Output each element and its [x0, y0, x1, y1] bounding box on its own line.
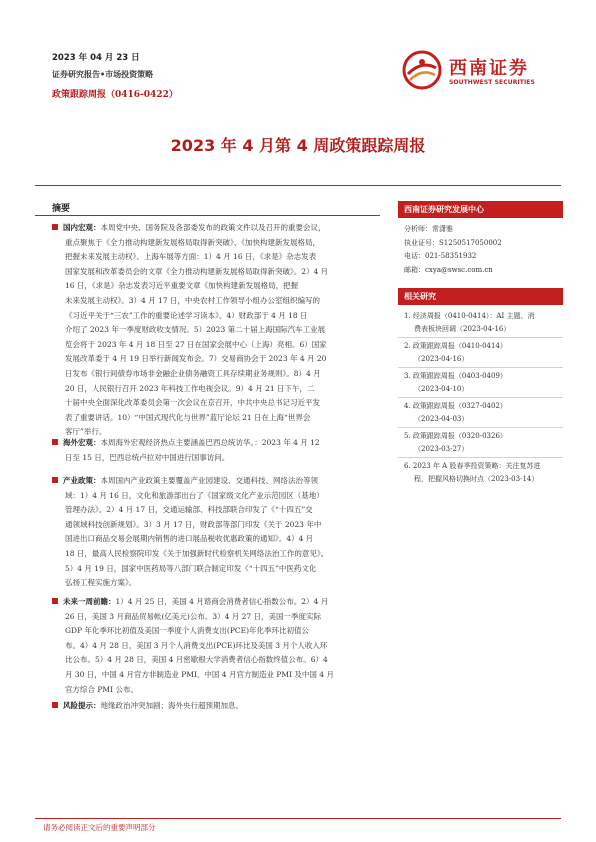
abstract-paragraph-overseas: 海外宏观：本周海外宏观经济热点主要涵盖巴西总统访华。：2023 年 4 月 12 日至 15 日，巴西总统卢拉对中国进行国事访问。	[52, 436, 387, 465]
analyst-license: 执业证号：S1250517050002	[404, 238, 502, 247]
top-divider	[35, 185, 561, 186]
related-item[interactable]: 5. 政策跟踪周报（0320-0326） （2023-03-27）	[404, 432, 507, 453]
abstract-paragraph-domestic: 国内宏观：本周党中央、国务院及各部委发布的政策文件以及召开的重要会议， 重点聚焦于《全力推动构建新发展格局取得新突破》、《加快构建新发展格局， 把握未来发展主动权》、上海车展等方面：1）4 月 16 日，《求是》杂志发表 国家发展和改革委员会的文章《全力推动构建新发展格局取得新突破》。2）4 月 16 日，《求是》杂志发表习近平重要文章《加快构建新发展格局，把握 未来发展主动权》。3）4 月 17 日，中央农村工作领导小组办公室组织编写的 《习近平关于“三农”工作的重要论述学习读本》。4）财政部于 4 月 18 日 介绍了 2023 年一季度财政收支情况。5）2023 第二十届上海国际汽车工业展 览会将于 2023 年 4 月 18 日至 27 日在国家会展中心（上海）亮相。6）国家 发展改革委于 4 月 19 日举行新闻发布会。7）交易商协会于 2023 年 4 月 20 日发布《银行间债券市场非金融企业债务融资工具存续期业务规则》。8）4 月 20 日，人民银行召开 2023 年科技工作电视会议。9）4 月 21 日下午，二 十届中央全面深化改革委员会第一次会议在京召开，中共中央总书记习近平发 表了重要讲话。10）“中国式现代化与世界”蓝厅论坛 21 日在上海“世界会 客厅”举行。	[52, 221, 387, 440]
logo-text-en: SOUTHWEST SECURITIES	[449, 79, 535, 86]
analyst-phone: 电话：021-58351932	[404, 252, 477, 260]
related-research-heading: 相关研究	[398, 288, 563, 305]
bullet-square-icon	[52, 439, 58, 445]
related-divider	[398, 367, 563, 368]
abstract-divider	[35, 215, 380, 216]
bullet-square-icon	[52, 477, 58, 483]
footer-disclaimer: 请务必阅读正文后的重要声明部分	[43, 823, 156, 832]
bullet-square-icon	[52, 702, 58, 708]
related-item[interactable]: 1. 经济周报（0410-0414）：AI 主题、消 费表板块回调（2023-04-16）	[404, 312, 535, 333]
related-divider	[398, 337, 563, 338]
related-item[interactable]: 2. 政策跟踪周报（0410-0414） （2023-04-16）	[404, 342, 507, 363]
analyst-email[interactable]: 邮箱：cxya@swsc.com.cn	[404, 265, 493, 274]
related-item[interactable]: 4. 政策跟踪周报（0327-0402） （2023-04-03）	[404, 402, 507, 423]
report-type: 证券研究报告•市场投资策略	[52, 69, 154, 79]
related-divider	[398, 397, 563, 398]
analyst-panel-heading: 西南证券研究发展中心	[398, 201, 563, 218]
logo-mark-icon	[402, 50, 442, 90]
analyst-panel	[398, 201, 563, 277]
abstract-paragraph-risk: 风险提示：地缘政治冲突加剧；海外央行超预期加息。	[52, 699, 387, 714]
abstract-heading: 摘要	[52, 204, 71, 214]
page-title: 2023 年 4 月第 4 周政策跟踪周报	[170, 136, 426, 155]
report-subtitle: 政策跟踪周报（0416-0422）	[52, 90, 178, 100]
abstract-paragraph-outlook: 未来一周前瞻：1）4 月 25 日，美国 4 月谘商会消费者信心指数公布。2）4 月 26 日，美国 3 月商品贸易帐(亿美元)公布。3）4 月 27 日，美国一季度实际 GDP 年化季环比初值及美国一季度个人消费支出(PCE)年化季环比初值公 布。4）4 月 28 日，美国 3 月个人消费支出(PCE)环比及美国 3 月个人收入环 比公布。5）4 月 28 日，美国 4 月密歇根大学消费者信心指数终值公布。6）4 月 30 日，中国 4 月官方非制造业 PMI、中国 4 月官方制造业 PMI 及中国 4 月 官方综合 PMI 公布。	[52, 595, 387, 697]
related-research-panel	[398, 288, 563, 485]
company-logo	[402, 50, 562, 94]
analyst-name: 分析师：常潇雅	[404, 225, 453, 233]
related-item[interactable]: 6. 2023 年 A 股春季投资策略：关注复苏进 程，把握风格切换时点（2023-03-14）	[404, 462, 541, 483]
bullet-square-icon	[52, 598, 58, 604]
bullet-square-icon	[52, 224, 58, 230]
logo-text-cn: 西南证券	[449, 58, 529, 79]
report-date: 2023 年 04 月 23 日	[52, 53, 140, 63]
related-divider	[398, 457, 563, 458]
related-item[interactable]: 3. 政策跟踪周报（0403-0409） （2023-04-10）	[404, 372, 507, 393]
abstract-paragraph-industry: 产业政策：本周国内产业政策主要覆盖产业园建设、交通科技、网络法治等领 域：1）4 月 16 日，文化和旅游部出台了《国家级文化产业示范园区（基地） 管理办法》。2）4 月 17 日，交通运输部、科技部联合印发了《“十四五”交 通领域科技创新规划》。3）3 月 17 日，财政部等部门印发《关于 2023 年中 国进出口商品交易会展期内销售的进口展品税收优惠政策的通知》。4）4 月 18 日，最高人民检察院印发《关于加强新时代检察机关网络法治工作的意见》。 5）4 月 19 日，国家中医药局等八部门联合制定印发《“十四五”中医药文化 弘扬工程实施方案》。	[52, 474, 387, 591]
related-divider	[398, 427, 563, 428]
footer-divider	[35, 818, 561, 819]
